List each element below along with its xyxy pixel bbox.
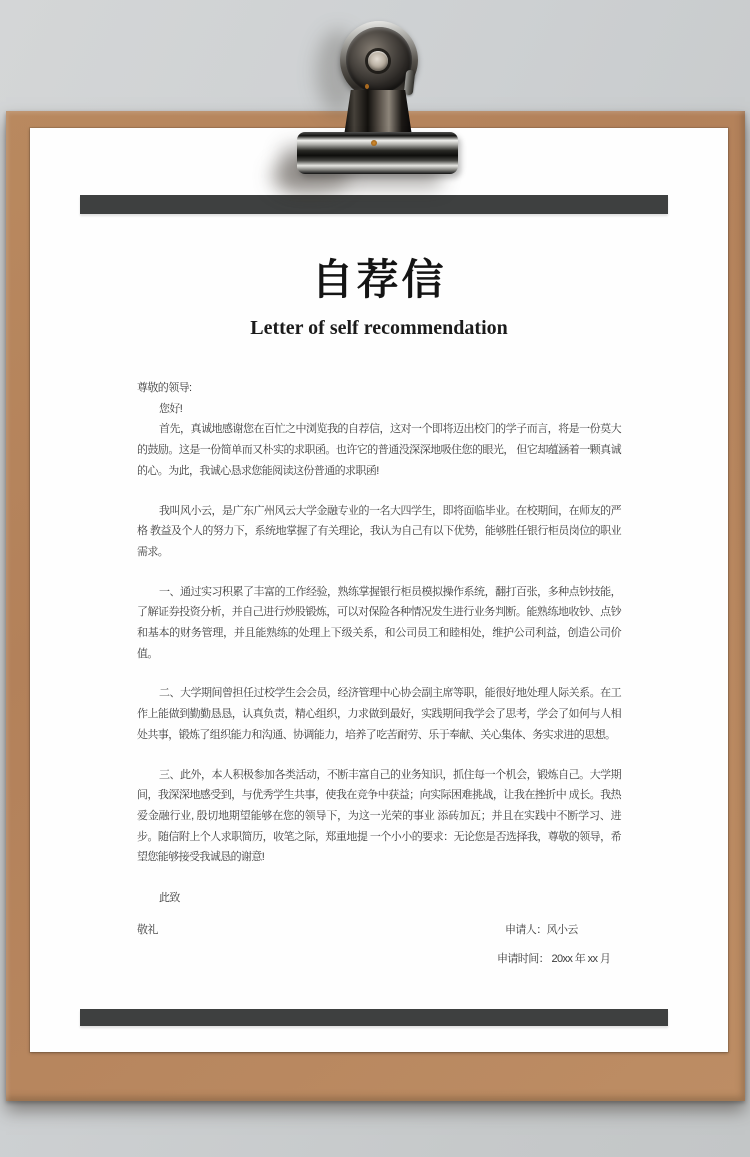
letter-title: 自荐信: [311, 256, 447, 303]
closing-row: [137, 920, 621, 941]
applicant-line: 申请人：风小云: [505, 923, 578, 936]
binder-clip-lever: [404, 70, 416, 96]
bottom-accent-bar: [80, 1009, 668, 1026]
application-date-line: 申请时间： 20xx 年 xx 月: [497, 952, 611, 965]
binder-clip-knob-hole: [368, 51, 388, 71]
letter-body: [137, 378, 621, 969]
letter-paper: [30, 128, 728, 1052]
binder-clip-reflection: [365, 84, 369, 89]
salutation-line: 尊敬的领导:: [137, 382, 192, 394]
paragraph-point-3: 三、此外，本人积极参加各类活动，不断丰富自己的业务知识，抓住每一个机会，锻炼自己。大学期间，我深深地感受到，与优秀学生共事，使我在竞争中获益；向实际困难挑战，让我在挫折中 成长。我热爱金融行业, 殷切地期望能够在您的领导下，为这一光荣的事业 添砖加瓦；并且在实践中不断学习、进步。随信附上个人求职简历，收笔之际，郑重地提 一个小小的要求：无论您是否选择我，尊敬的领导，希望您能够接受我诚恳的谢意!: [137, 768, 621, 864]
letter-subtitle: Letter of self recommendation: [250, 317, 508, 339]
salute-line: 敬礼: [137, 923, 158, 936]
clipboard-board: [6, 111, 745, 1101]
greeting-line: 您好!: [159, 402, 183, 415]
top-accent-bar: [80, 195, 668, 214]
paragraph-point-2: 二、大学期间曾担任过校学生会会员，经济管理中心协会副主席等职，能很好地处理人际关系。在工作上能做到勤勤恳恳，认真负责，精心组织，力求做到最好，实践期间我学会了思考，学会了如何与人相处共事，锻炼了组织能力和沟通、协调能力，培养了吃苦耐劳、乐于奉献、关心集体、务实求进的思想。: [137, 687, 621, 741]
paragraph-intro: 首先，真诚地感谢您在百忙之中浏览我的自荐信，这对一个即将迈出校门的学子而言，将是一份莫大的鼓励。这是一份简单而又朴实的求职函。也许它的普通没深深地吸住您的眼光， 但它却蕴涵着一颗真诚的心。为此，我诚心恳求您能阅读这份普通的求职函!: [137, 423, 621, 477]
binder-clip-neck: [344, 90, 412, 136]
binder-clip-rivet: [371, 140, 377, 146]
paragraph-point-1: 一、通过实习积累了丰富的工作经验，熟练掌握银行柜员模拟操作系统，翻打百张，多种点钞技能，了解证券投资分析，并自己进行炒股锻炼，可以对保险各种情况发生进行业务判断。能熟练地收钞、点钞和基本的财务管理，并且能熟练的处理上下级关系，和公司员工和睦相处，维护公司利益，创造公司价值。: [137, 585, 621, 660]
letter-content: [137, 258, 621, 969]
valediction-line: 此致: [159, 892, 180, 905]
paragraph-self-introduction: 我叫风小云，是广东广州风云大学金融专业的一名大四学生，即将面临毕业。在校期间，在师友的严格 教益及个人的努力下，系统地掌握了有关理论，我认为自己有以下优势，能够胜任银行柜员岗位的职业需求。: [137, 504, 621, 558]
binder-clip-clamp-bar: [297, 132, 458, 174]
